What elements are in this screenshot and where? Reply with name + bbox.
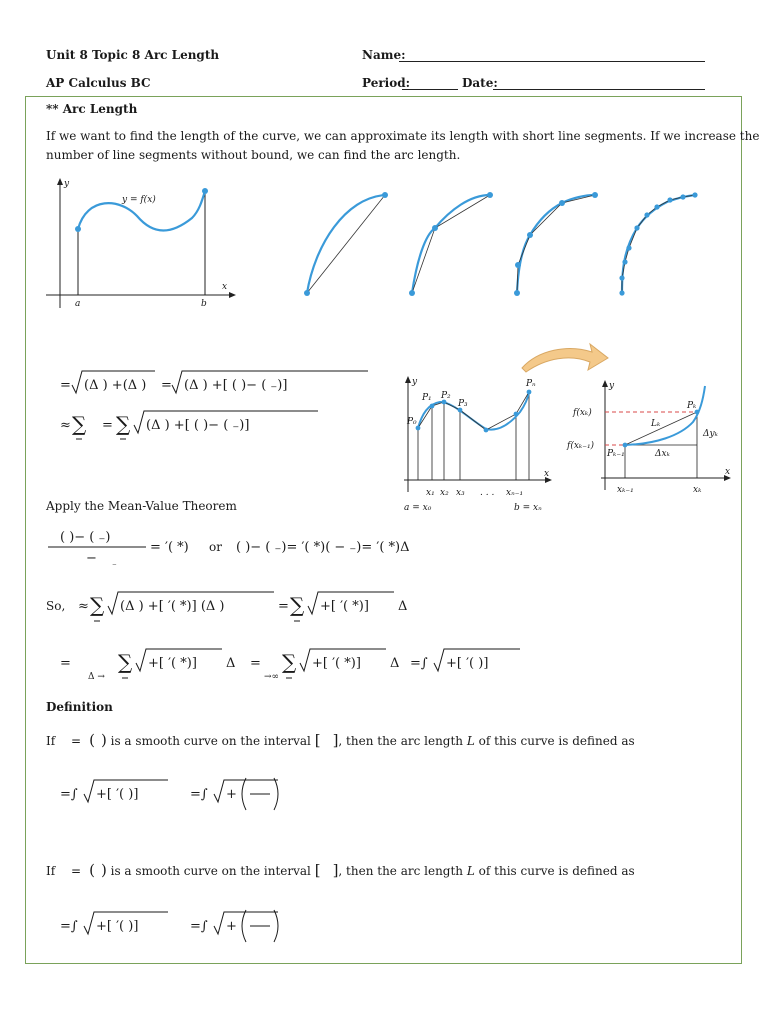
name-label: Name: [362, 48, 406, 62]
name-blank-line[interactable] [399, 61, 705, 62]
label-x2: x₂ [440, 488, 449, 498]
label-fxk1: f(xₖ₋₁) [567, 441, 595, 451]
svg-text:(Δ ) +[ ( )− ( ₋)]: (Δ ) +[ ( )− ( ₋)] [146, 418, 250, 433]
label-x1: x₁ [426, 488, 435, 498]
segment-approximation-4 [615, 190, 710, 300]
definition-title: Definition [46, 700, 113, 714]
svg-text:+: + [226, 919, 237, 934]
date-blank-line[interactable] [493, 89, 705, 90]
svg-text:∑: ∑ [116, 412, 131, 436]
svg-text:∑: ∑ [72, 412, 87, 436]
svg-text:(Δ ) +[ ( )− ( ₋)]: (Δ ) +[ ( )− ( ₋)] [184, 378, 288, 393]
course-title: AP Calculus BC [46, 76, 151, 90]
arc-length-curve-figure [42, 176, 242, 316]
svg-text:+[ ′( )]: +[ ′( )] [96, 787, 139, 802]
svg-text:≈: ≈ [60, 418, 71, 433]
intro-line-1: If we want to find the length of the curve, we can approximate its length with short line segments. If we increase the [46, 129, 760, 143]
def1-then: , then the arc length [338, 734, 464, 748]
svg-text:+[ ′( *)]: +[ ′( *)] [320, 599, 369, 614]
def1-defined: of this curve is defined as [478, 734, 635, 748]
label-dyk: Δyₖ [703, 429, 718, 439]
svg-text:+[ ′( *)]: +[ ′( *)] [312, 656, 361, 671]
label-dxk: Δxₖ [655, 449, 670, 459]
unit-topic-title: Unit 8 Topic 8 Arc Length [46, 48, 220, 62]
svg-text:=: = [278, 599, 289, 614]
label-p1: P₁ [422, 393, 432, 403]
definition-formula-2 [50, 904, 310, 948]
segment-length-equation [50, 365, 390, 445]
def1-if: If [46, 734, 56, 748]
mvt-title: Apply the Mean-Value Theorem [46, 499, 237, 513]
def1-L: L [466, 734, 475, 748]
period-blank-line[interactable] [402, 89, 458, 90]
b-label: b [201, 299, 207, 309]
label-xk1: xₖ₋₁ [617, 485, 634, 495]
intro-line-2: number of line segments without bound, we can find the arc length. [46, 148, 461, 162]
svg-text:∑: ∑ [290, 593, 305, 617]
label-xk: xₖ [693, 485, 702, 495]
a-label: a [75, 299, 81, 309]
def1-smooth: is a smooth curve on the interval [110, 734, 311, 748]
svg-text:+: + [226, 787, 237, 802]
mvt-equation [46, 522, 546, 572]
limit-equation [50, 645, 530, 685]
svg-text:∑: ∑ [118, 650, 133, 674]
svg-text:=: = [102, 418, 113, 433]
svg-text:= ′( *): = ′( *) [150, 540, 189, 555]
def2-smooth: is a smooth curve on the interval [110, 864, 311, 878]
curve-label: y = f(x) [122, 195, 156, 205]
label-pk1: Pₖ₋₁ [607, 449, 625, 459]
definition-if-1: If = ( ) is a smooth curve on the interval [ ], then the arc length L of this curve is defined as [46, 731, 635, 749]
period-label: Period: [362, 76, 411, 90]
partition-figure [398, 374, 558, 514]
svg-text:=∫: =∫ [190, 787, 208, 802]
def2-then: , then the arc length [338, 864, 464, 878]
svg-text:−: − [86, 551, 97, 566]
zoomed-segment-figure [565, 378, 735, 503]
segment-approximation-2 [405, 190, 500, 300]
x-axis-label: x [222, 282, 228, 292]
svg-text:→∞: →∞ [264, 672, 280, 682]
svg-text:Δ: Δ [398, 599, 408, 614]
def2-if: If [46, 864, 56, 878]
label-p2: P₂ [441, 391, 451, 401]
label-dots: . . . [480, 488, 495, 498]
svg-text:( )− ( ₋): ( )− ( ₋) [60, 530, 111, 545]
svg-text:=: = [60, 656, 71, 671]
partition-y-label: y [412, 377, 418, 387]
date-label: Date: [462, 76, 498, 90]
svg-text:(Δ ) +[ ′( *)] (Δ ): (Δ ) +[ ′( *)] (Δ ) [120, 599, 225, 614]
svg-text:∑: ∑ [90, 593, 105, 617]
svg-text:=∫: =∫ [60, 919, 78, 934]
label-pn: Pₙ [526, 379, 536, 389]
svg-text:=: = [250, 656, 261, 671]
definition-formula-1 [50, 772, 310, 816]
svg-text:( )− ( ₋)= ′( *)( − ₋)=: ( )− ( ₋)= ′( *)( − ₋)= ′( *)Δ [236, 540, 410, 555]
svg-text:(Δ ) +(Δ ): (Δ ) +(Δ ) [84, 378, 147, 393]
svg-text:=: = [60, 378, 71, 393]
svg-text:+[ ′( *)]: +[ ′( *)] [148, 656, 197, 671]
zoom-x-label: x [725, 467, 731, 477]
svg-text:=: = [161, 378, 172, 393]
definition-if-2: If = ( ) is a smooth curve on the interval [ ], then the arc length L of this curve is defined as [46, 861, 635, 879]
zoom-y-label: y [609, 381, 615, 391]
svg-text:+[ ′( )]: +[ ′( )] [446, 656, 489, 671]
svg-text:=∫: =∫ [60, 787, 78, 802]
label-xn1: xₙ₋₁ [506, 488, 524, 498]
svg-text:≈: ≈ [78, 599, 89, 614]
svg-text:Δ →: Δ → [88, 672, 105, 682]
partition-x-label: x [544, 469, 550, 479]
section-title: ** Arc Length [46, 102, 138, 116]
label-lk: Lₖ [651, 419, 661, 429]
so-label: So, [46, 599, 66, 613]
label-fxk: f(xₖ) [573, 408, 592, 418]
svg-text:=∫: =∫ [410, 656, 428, 671]
svg-text:Δ: Δ [226, 656, 236, 671]
y-axis-label: y [64, 179, 70, 189]
segment-approximation-3 [510, 190, 605, 300]
label-p3: P₃ [458, 399, 468, 409]
svg-text:=∫: =∫ [190, 919, 208, 934]
segment-approximation-1 [300, 190, 395, 300]
so-equation [46, 588, 446, 628]
svg-text:+[ ′( )]: +[ ′( )] [96, 919, 139, 934]
svg-text:∑: ∑ [282, 650, 297, 674]
mvt-or: or [209, 540, 222, 554]
svg-text:₋: ₋ [112, 559, 117, 569]
label-a-eq: a = x₀ [404, 503, 432, 513]
label-p0: P₀ [407, 417, 417, 427]
label-x3: x₃ [456, 488, 465, 498]
svg-text:Δ: Δ [390, 656, 400, 671]
def2-defined: of this curve is defined as [478, 864, 635, 878]
label-pk: Pₖ [687, 401, 697, 411]
def2-L: L [466, 864, 475, 878]
label-b-eq: b = xₙ [514, 503, 542, 513]
